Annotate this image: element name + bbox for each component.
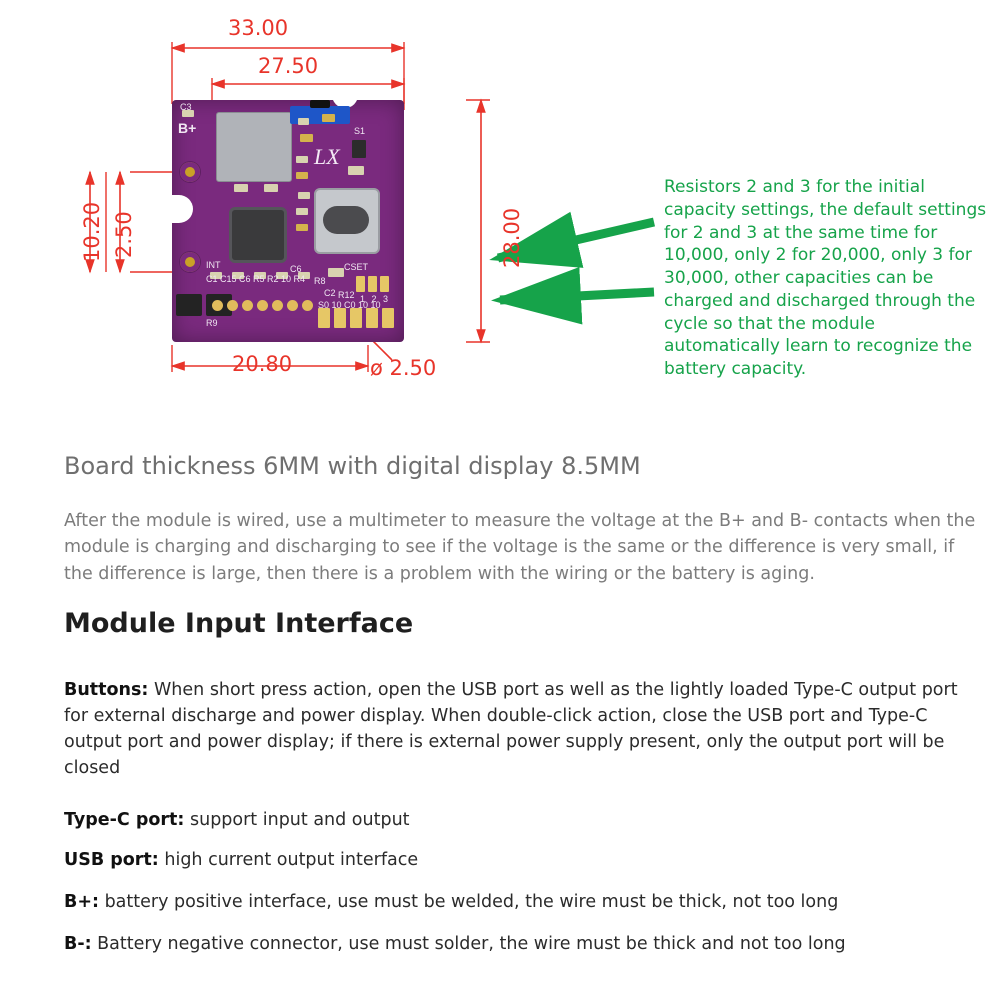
dim-top-outer: 33.00 (228, 16, 289, 40)
inductor-component (216, 112, 292, 182)
usb-c-connector (314, 188, 380, 254)
silk-cset: CSET (344, 262, 369, 272)
smd-part-b (322, 114, 335, 122)
dim-left-height: 10.20 (80, 201, 104, 262)
spec-label-bplus: B+: (64, 892, 99, 912)
usb-pad-5 (382, 308, 394, 328)
usb-pad-1 (318, 308, 330, 328)
spec-text-bplus: battery positive interface, use must be welded, the wire must be thick, not too long (99, 892, 839, 912)
usb-pad-4 (366, 308, 378, 328)
silk-numbers: 1 2 3 (360, 294, 391, 304)
silk-so-row: S0 10 C0 10 10 (318, 300, 381, 310)
mounting-hole-bottom (180, 252, 200, 272)
smd-part-c (298, 118, 309, 125)
silk-b-plus: B+ (178, 120, 197, 136)
cset-pad-2 (368, 276, 377, 292)
silk-r8: R8 (314, 276, 326, 286)
spec-item-bminus (64, 932, 984, 958)
smd-part-k (234, 184, 248, 192)
silk-c2: C2 (324, 288, 336, 298)
silk-int: INT (206, 260, 221, 270)
cset-pad-1 (356, 276, 365, 292)
mounting-hole-top (180, 162, 200, 182)
dim-hole-diameter: ø 2.50 (370, 356, 437, 380)
spec-item-usb (64, 848, 984, 874)
smd-part-l (264, 184, 278, 192)
smd-part-i (296, 208, 308, 215)
silk-s1: S1 (354, 126, 366, 136)
spec-text-typec: support input and output (184, 810, 410, 830)
spec-item-typec (64, 808, 984, 834)
spec-label-buttons: Buttons: (64, 680, 149, 700)
dim-left-inner: 2.50 (112, 211, 136, 258)
silk-ic-row: C1 C15 C6 R5 R2 10 R4 (206, 274, 306, 284)
smd-part-h (298, 192, 310, 199)
intro-paragraph: After the module is wired, use a multimeter to measure the voltage at the B+ and B- contacts when the module is charging and discharging to see if the voltage is the same or the difference is very small, if the difference is large, then there is a problem with the wiring or the battery is aging. (64, 511, 976, 584)
pcb-dimension-diagram (0, 0, 1000, 430)
dim-right-height: 28.00 (500, 207, 524, 268)
usb-pad-3 (350, 308, 362, 328)
pcb-board (172, 100, 404, 342)
spec-text-usb: high current output interface (158, 850, 419, 870)
usb-pad-2 (334, 308, 346, 328)
silk-r12: R12 (338, 290, 355, 300)
through-hole-pad-row (212, 300, 310, 312)
smd-part-a (300, 134, 313, 142)
silk-c6: C6 (290, 264, 302, 274)
spec-item-buttons (64, 678, 984, 782)
board-notch (171, 195, 193, 223)
dim-bottom-width: 20.80 (232, 352, 293, 376)
mosfet-1 (176, 294, 202, 316)
spec-text-buttons: When short press action, open the USB port as well as the lightly loaded Type-C output port for external discharge and power display. When double-click action, close the USB port and Type-C output port and power display; if there is external power supply present, only the output port will be closed (64, 680, 958, 778)
smd-part-j (296, 224, 308, 231)
silk-c3: C3 (180, 102, 192, 112)
smd-part-g (296, 172, 308, 179)
silk-logo: LX (314, 144, 340, 169)
dim-top-inner: 27.50 (258, 54, 319, 78)
smd-part-e (348, 166, 364, 175)
smd-part-d (352, 140, 366, 158)
spec-label-bminus: B-: (64, 934, 92, 954)
thickness-line: Board thickness 6MM with digital display 8.5MM (64, 452, 641, 480)
capacity-setting-note: Resistors 2 and 3 for the initial capacity settings, the default settings for 2 and 3 at the same time for 10,000, only 2 for 20,000, only 3 for 30,000, other capacities can be charged and discharged through the cycle so that the module automatically learn to recognize the battery capacity. (664, 177, 987, 380)
cset-pad-3 (380, 276, 389, 292)
silk-r9: R9 (206, 318, 218, 328)
spec-item-bplus (64, 890, 984, 916)
smd-part-r (328, 268, 344, 277)
spec-label-usb: USB port: (64, 850, 159, 870)
spec-text-bminus: Battery negative connector, use must solder, the wire must be thick and not too long (91, 934, 846, 954)
section-heading: Module Input Interface (64, 608, 414, 639)
qfn-chip (232, 210, 284, 260)
smd-part-f (296, 156, 308, 163)
spec-label-typec: Type-C port: (64, 810, 185, 830)
